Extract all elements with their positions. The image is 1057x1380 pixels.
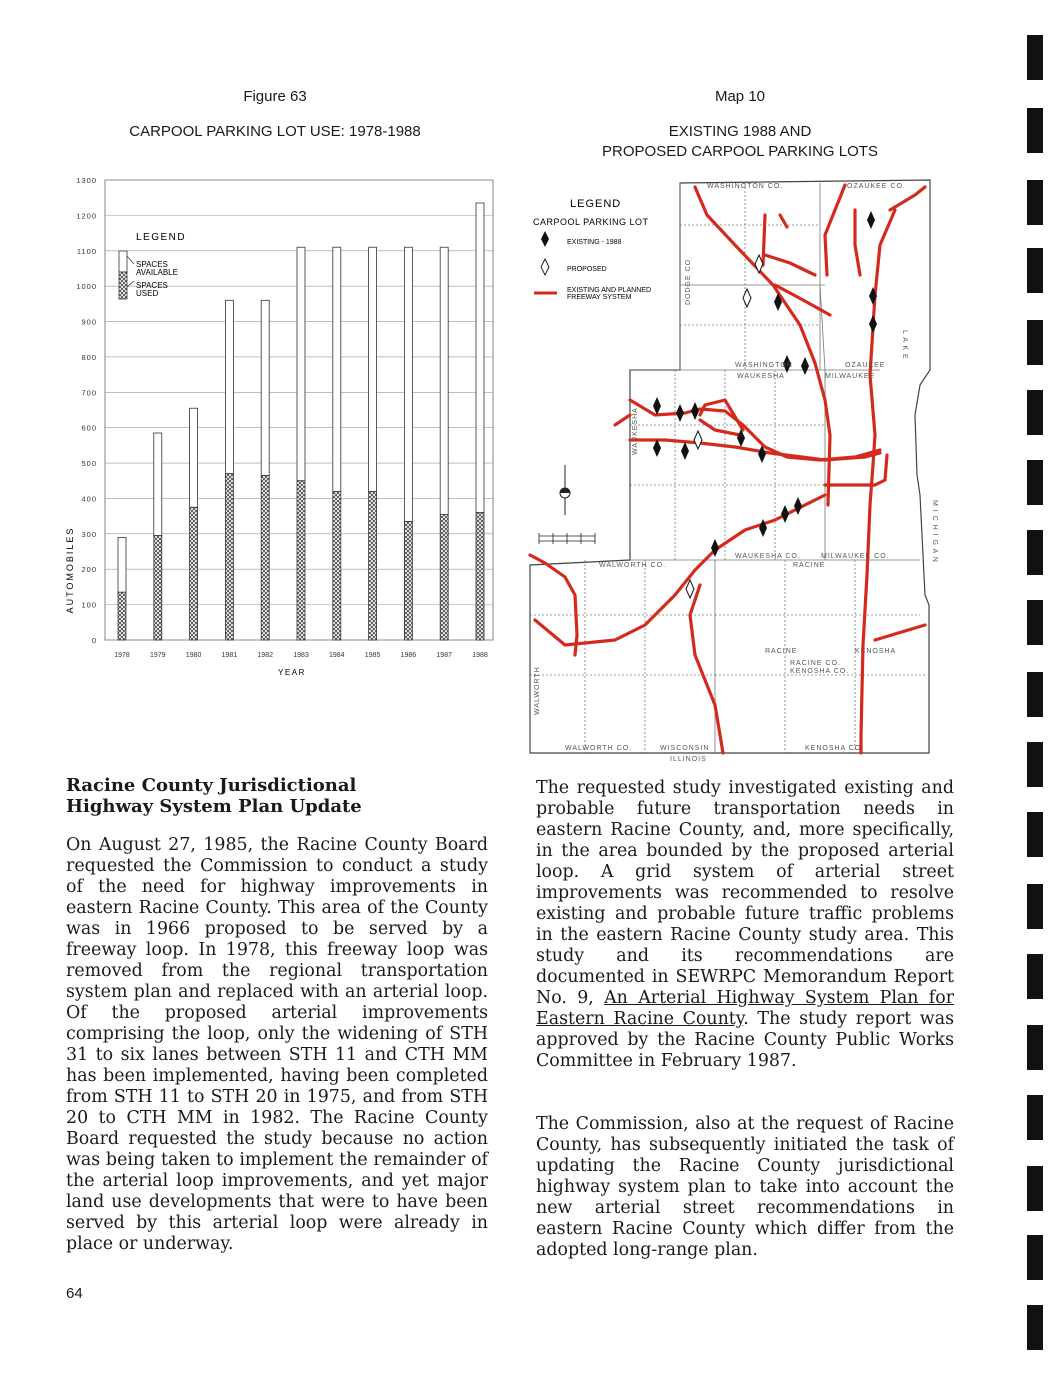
map-title-line2: PROPOSED CARPOOL PARKING LOTS [602, 143, 878, 160]
existing-lot-marker [781, 505, 789, 523]
edge-mark [1027, 530, 1043, 575]
bar-available [225, 300, 233, 473]
right-column [536, 778, 954, 1261]
x-tick-label: 1988 [472, 652, 488, 659]
map-legend-title: LEGEND [570, 198, 622, 210]
edge-mark [1027, 600, 1043, 645]
x-tick-label: 1982 [257, 652, 273, 659]
label-milwaukee-co: MILWAUKEE CO. [821, 553, 890, 560]
map-legend-freeway-line2: FREEWAY SYSTEM [567, 294, 632, 301]
label-racine: RACINE [793, 562, 826, 569]
map-legend-existing: EXISTING - 1988 [567, 239, 622, 246]
bar-used [261, 475, 269, 640]
edge-mark [1027, 1166, 1043, 1211]
edge-mark [1027, 884, 1043, 929]
edge-mark [1027, 460, 1043, 505]
existing-lot-marker [794, 497, 802, 515]
label-ozaukee-co-top: OZAUKEE CO. [847, 183, 906, 190]
y-tick-label: 900 [81, 317, 97, 327]
proposed-lots [686, 255, 763, 598]
bar-available [369, 247, 377, 491]
legend-available-line2: AVAILABLE [136, 268, 178, 277]
existing-lot-marker [676, 404, 684, 422]
map-legend-freeway-line1: EXISTING AND PLANNED [567, 287, 652, 294]
scale-bar [539, 533, 595, 544]
proposed-lot-marker [686, 580, 694, 598]
label-dodge: DODGE CO. [685, 255, 692, 305]
label-wisconsin: WISCONSIN [660, 745, 710, 752]
heading-line1: Racine County Jurisdictional [66, 775, 357, 796]
bar-used [154, 536, 162, 640]
y-tick-label: 1000 [76, 282, 97, 292]
label-waukesha-co: WAUKESHA CO. [735, 553, 801, 560]
y-axis-label: AUTOMOBILES [65, 526, 75, 614]
label-kenosha-bottom: KENOSHA CO. [805, 745, 865, 752]
heading-line2: Highway System Plan Update [66, 796, 362, 817]
legend-available-line1: SPACES [136, 260, 168, 269]
map-title-line1: EXISTING 1988 AND [668, 123, 812, 140]
north-arrow [560, 465, 570, 515]
map-number: Map 10 [714, 88, 766, 105]
edge-mark [1027, 954, 1043, 999]
paragraph-1: On August 27, 1985, the Racine County Board requested the Commission to conduct a study of the need for highway improvements in eastern Racine County. This area of the County was in 1966 proposed to be served by a freeway loop. In 1978, this freeway loop was removed from the regional transportation system plan and replaced with an arterial loop. Of the proposed arterial improvements comprising the loop, only the widening of STH 31 to six lanes between STH 11 and CTH MM has been implemented, having been completed from STH 11 to STH 20 in 1975, and from STH 20 to CTH MM in 1982. The Racine County Board requested the study because no action was being taken to implement the remainder of the arterial loop improvements, and yet major land use developments that were to have been served by this arterial loop were already in place or underway. [66, 835, 488, 1254]
bar-used [297, 481, 305, 640]
edge-mark [1027, 812, 1043, 857]
y-tick-label: 800 [81, 352, 97, 362]
proposed-lot-marker [694, 431, 702, 449]
existing-lot-marker [801, 357, 809, 375]
report-title: An Arterial Highway System Plan for Eastern Racine County [536, 988, 955, 1029]
bar-available [440, 247, 448, 514]
y-tick-label: 1200 [76, 211, 97, 221]
label-walworth-co: WALWORTH CO. [599, 562, 667, 569]
paragraph-2-before: The requested study investigated existing and probable future transportation needs in eastern Racine County, and, more specifically, in the area bounded by the proposed arterial loop. A grid system of arterial street improvements was recommended to resolve existing and probable future traffic problems in the eastern Racine County study area. This study and its recommendations are documented in SEWRPC Memorandum Report No. 9, [536, 778, 954, 1008]
left-column [66, 835, 488, 1255]
carpool-bar-chart [60, 175, 505, 690]
x-tick-label: 1981 [221, 652, 238, 659]
bar-used [404, 521, 412, 640]
y-tick-label: 500 [81, 459, 97, 469]
edge-mark [1027, 672, 1043, 717]
label-racine-small: RACINE [765, 648, 798, 655]
edge-mark [1027, 35, 1043, 80]
existing-lot-marker [653, 439, 661, 457]
bar-available [404, 247, 412, 521]
bar-used [225, 474, 233, 640]
label-lake: L A K E [901, 330, 908, 360]
x-tick-label: 1984 [329, 652, 345, 659]
bar-available [476, 203, 484, 513]
label-kenosha-co: KENOSHA CO. [790, 668, 850, 675]
bar-available [154, 433, 162, 536]
bar-available [190, 408, 198, 507]
figure-title: CARPOOL PARKING LOT USE: 1978-1988 [129, 123, 421, 140]
legend-swatch-used [119, 272, 127, 299]
y-tick-label: 200 [81, 565, 97, 575]
edge-mark [1027, 180, 1043, 225]
y-tick-label: 1100 [76, 246, 97, 256]
edge-mark [1027, 390, 1043, 435]
label-illinois: ILLINOIS [670, 756, 707, 763]
edge-mark [1027, 1025, 1043, 1070]
existing-lot-marker [681, 442, 689, 460]
bar-available [297, 247, 305, 481]
label-racine-co: RACINE CO. [790, 660, 841, 667]
label-ozaukee: OZAUKEE [845, 362, 886, 369]
legend-used-line2: USED [136, 289, 159, 298]
bar-available [333, 247, 341, 491]
x-tick-label: 1985 [364, 652, 381, 659]
legend-swatch-available [119, 251, 127, 272]
bar-used [440, 514, 448, 640]
y-tick-label: 300 [81, 529, 97, 539]
edge-mark [1027, 1305, 1043, 1350]
x-tick-label: 1983 [293, 652, 309, 659]
y-tick-label: 400 [81, 494, 97, 504]
label-washington-co-top: WASHINGTON CO. [707, 183, 784, 190]
bar-used [369, 491, 377, 640]
label-milwaukee-top: MILWAUKEE [825, 373, 876, 380]
edge-mark [1027, 1095, 1043, 1140]
x-tick-label: 1987 [436, 652, 452, 659]
chart-legend [119, 232, 186, 299]
bar-available [261, 300, 269, 475]
y-tick-label: 700 [81, 388, 97, 398]
label-washington: WASHINGTON [735, 362, 793, 369]
label-waukesha-side: WAUKESHA [632, 407, 639, 455]
x-tick-label: 1979 [150, 652, 166, 659]
x-tick-label: 1978 [114, 652, 130, 659]
map-legend-subtitle: CARPOOL PARKING LOT [533, 217, 649, 227]
bar-used [333, 491, 341, 640]
label-walworth-side: WALWORTH [534, 666, 541, 715]
legend-title: LEGEND [136, 232, 187, 243]
bar-used [190, 507, 198, 640]
proposed-lot-marker [743, 289, 751, 307]
existing-lot-marker [737, 429, 745, 447]
y-tick-label: 100 [81, 600, 97, 610]
paragraph-2-after: . The study report was approved by the Racine County Public Works Committee in February 1987. [536, 1009, 954, 1071]
paragraph-3: The Commission, also at the request of Racine County, has subsequently initiated the task of updating the Racine County jurisdictional highway system plan to take into account the new arterial street recommendations in eastern Racine County which differ from the adopted long-range plan. [536, 1114, 954, 1260]
existing-lot-marker [691, 402, 699, 420]
y-tick-label: 0 [91, 636, 97, 645]
paragraph-2 [536, 778, 954, 1072]
figure-number: Figure 63 [243, 88, 307, 105]
carpool-lots-map [525, 175, 970, 765]
existing-lot-marker [653, 397, 661, 415]
page-number: 64 [66, 1285, 83, 1302]
edge-mark [1027, 320, 1043, 365]
label-waukesha-top: WAUKESHA [737, 373, 785, 380]
x-axis-label: YEAR [278, 668, 306, 677]
label-kenosha-small: KENOSHA [855, 648, 897, 655]
existing-lot-marker [869, 315, 877, 333]
bar-used [476, 513, 484, 640]
edge-mark [1027, 742, 1043, 787]
x-tick-label: 1980 [185, 652, 202, 659]
map-legend-proposed: PROPOSED [567, 266, 607, 273]
label-walworth-bottom: WALWORTH CO. [565, 745, 633, 752]
edge-mark [1027, 248, 1043, 293]
article-heading [66, 775, 496, 817]
bar-used [118, 592, 126, 640]
y-tick-label: 600 [81, 423, 97, 433]
existing-lot-marker [867, 211, 875, 229]
x-tick-label: 1986 [400, 652, 417, 659]
label-michigan: M I C H I G A N [931, 500, 938, 563]
edge-mark [1027, 1235, 1043, 1280]
edge-mark [1027, 108, 1043, 153]
y-tick-label: 1300 [76, 176, 97, 185]
bar-available [118, 537, 126, 592]
legend-used-line1: SPACES [136, 281, 168, 290]
